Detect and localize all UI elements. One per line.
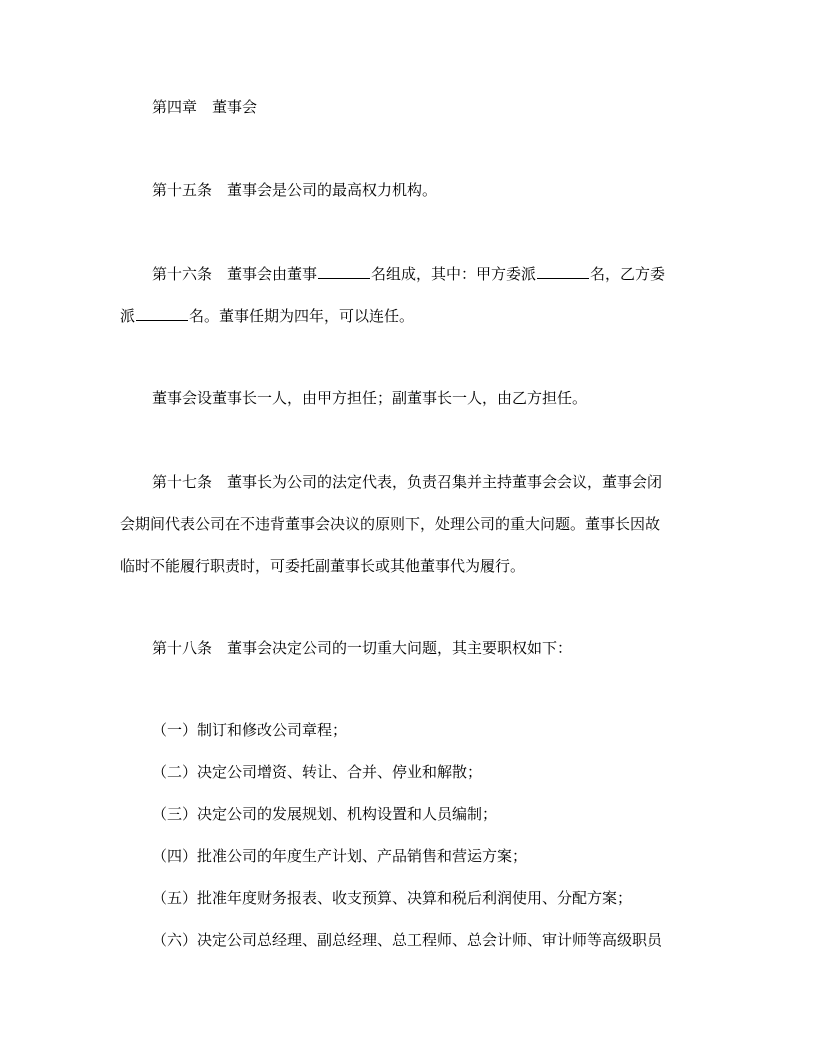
blank-director-count — [318, 264, 370, 279]
power-item-6: （六）决定公司总经理、副总经理、总工程师、总会计师、审计师等高级职员 — [152, 931, 663, 949]
power-item-3: （三）决定公司的发展规划、机构设置和人员编制； — [152, 805, 498, 823]
article-16-line-2 — [120, 306, 414, 326]
chapter-number: 第四章 — [152, 98, 198, 116]
article-16-text-c: 名，乙方委 — [590, 265, 666, 283]
chapter-title: 董事会 — [212, 98, 258, 116]
article-15 — [152, 180, 437, 200]
article-17-text-1: 董事长为公司的法定代表，负责召集并主持董事会会议，董事会闭 — [227, 473, 663, 491]
article-18-label: 第十八条 — [152, 639, 213, 657]
article-18 — [152, 638, 572, 658]
blank-party-b-count — [136, 306, 188, 321]
blank-party-a-count — [537, 264, 589, 279]
article-16-text-b: 名组成，其中：甲方委派 — [371, 265, 537, 283]
chapter-heading — [152, 97, 257, 117]
article-16-text-a: 董事会由董事 — [227, 265, 318, 283]
article-17-line-3: 临时不能履行职责时，可委托副董事长或其他董事代为履行。 — [120, 557, 526, 575]
article-17-line-1 — [152, 472, 662, 492]
power-item-1: （一）制订和修改公司章程； — [152, 721, 348, 739]
article-16-line-1 — [152, 264, 665, 284]
article-17-label: 第十七条 — [152, 473, 213, 491]
power-item-5: （五）批准年度财务报表、收支预算、决算和税后利润使用、分配方案； — [152, 889, 633, 907]
article-16-text-d: 派 — [120, 307, 136, 325]
article-15-text: 董事会是公司的最高权力机构。 — [227, 181, 438, 199]
chairman-paragraph: 董事会设董事长一人，由甲方担任；副董事长一人，由乙方担任。 — [152, 389, 588, 407]
article-18-text: 董事会决定公司的一切重大问题，其主要职权如下： — [227, 639, 573, 657]
power-item-2: （二）决定公司增资、转让、合并、停业和解散； — [152, 763, 483, 781]
article-16-text-e: 名。董事任期为四年，可以连任。 — [189, 307, 415, 325]
power-item-4: （四）批准公司的年度生产计划、产品销售和营运方案； — [152, 847, 528, 865]
article-15-label: 第十五条 — [152, 181, 213, 199]
article-17-line-2: 会期间代表公司在不违背董事会决议的原则下，处理公司的重大问题。董事长因故 — [120, 515, 661, 533]
article-16-label: 第十六条 — [152, 265, 213, 283]
